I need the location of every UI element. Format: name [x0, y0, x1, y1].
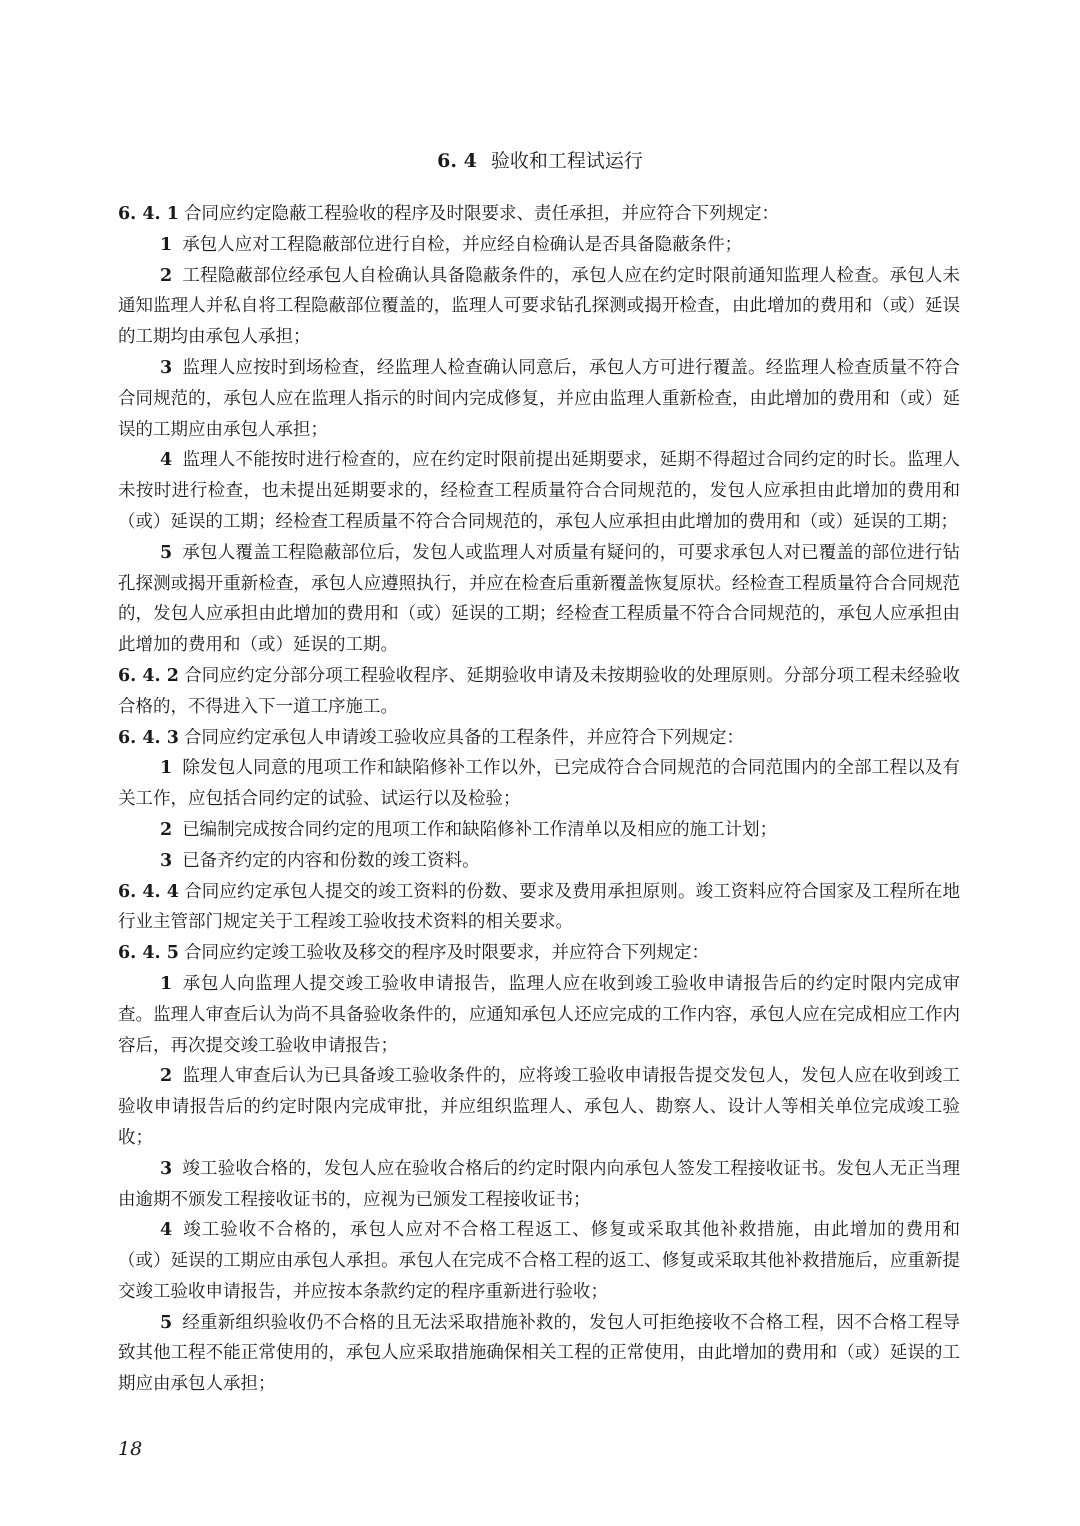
item-number: 5	[160, 1312, 173, 1333]
page-number: 18	[118, 1438, 143, 1460]
list-item	[118, 1308, 960, 1400]
list-item	[118, 1215, 960, 1307]
paragraph-text: 合同应约定分部分项工程验收程序、延期验收申请及未按期验收的处理原则。分部分项工程未经验收合格的，不得进入下一道工序施工。	[118, 665, 960, 717]
paragraph-text: 合同应约定承包人提交的竣工资料的份数、要求及费用承担原则。竣工资料应符合国家及工程所在地行业主管部门规定关于工程竣工验收技术资料的相关要求。	[118, 881, 960, 933]
item-number: 3	[160, 357, 173, 378]
item-number: 1	[160, 973, 173, 994]
list-item	[118, 230, 960, 261]
list-item	[118, 1061, 960, 1153]
section-body	[118, 199, 960, 1400]
section-title: 验收和工程试运行	[490, 150, 643, 172]
list-item	[118, 969, 960, 1061]
clause-number: 6. 4. 1	[118, 204, 179, 224]
item-number: 3	[160, 850, 173, 871]
list-item	[118, 261, 960, 353]
paragraph-text: 监理人应按时到场检查，经监理人检查确认同意后，承包人方可进行覆盖。经监理人检查质量不符合合同规范的，承包人应在监理人指示的时间内完成修复，并应由监理人重新检查，由此增加的费用和（或）延误的工期应由承包人承担；	[118, 357, 960, 440]
clause-number: 6. 4. 5	[118, 943, 179, 964]
paragraph-text: 合同应约定隐蔽工程验收的程序及时限要求、责任承担，并应符合下列规定：	[184, 204, 779, 224]
list-item	[118, 353, 960, 445]
paragraph-text: 承包人应对工程隐蔽部位进行自检，并应经自检确认是否具备隐蔽条件；	[182, 234, 743, 255]
clause-number: 6. 4. 3	[118, 727, 179, 748]
clause-number: 6. 4. 4	[118, 881, 179, 902]
paragraph-text: 监理人不能按时进行检查的，应在约定时限前提出延期要求，延期不得超过合同约定的时长。监理人未按时进行检查，也未提出延期要求的，经检查工程质量符合合同规范的，发包人应承担由此增加的费用和（或）延误的工期；经检查工程质量不符合合同规范的，承包人应承担由此增加的费用和（或）延误的工期；	[118, 450, 960, 532]
paragraph-text: 竣工验收合格的，发包人应在验收合格后的约定时限内向承包人签发工程接收证书。发包人无正当理由逾期不颁发工程接收证书的，应视为已颁发工程接收证书；	[118, 1158, 960, 1210]
paragraph-text: 竣工验收不合格的，承包人应对不合格工程返工、修复或采取其他补救措施，由此增加的费用和（或）延误的工期应由承包人承担。承包人在完成不合格工程的返工、修复或采取其他补救措施后，应重新提交竣工验收申请报告，并应按本条款约定的程序重新进行验收；	[118, 1220, 960, 1302]
paragraph-text: 合同应约定竣工验收及移交的程序及时限要求，并应符合下列规定：	[184, 943, 709, 964]
paragraph-text: 经重新组织验收仍不合格的且无法采取措施补救的，发包人可拒绝接收不合格工程，因不合格工程导致其他工程不能正常使用的，承包人应采取措施确保相关工程的正常使用，由此增加的费用和（或）延误的工期应由承包人承担；	[118, 1312, 960, 1395]
list-item	[118, 846, 960, 877]
item-number: 4	[160, 1220, 173, 1241]
clause-paragraph	[118, 723, 960, 754]
paragraph-text: 已编制完成按合同约定的甩项工作和缺陷修补工作清单以及相应的施工计划；	[182, 819, 778, 840]
item-number: 1	[160, 758, 173, 779]
item-number: 3	[160, 1158, 173, 1179]
item-number: 4	[160, 450, 173, 471]
item-number: 2	[160, 1066, 173, 1087]
item-number: 1	[160, 234, 173, 255]
list-item	[118, 538, 960, 661]
paragraph-text: 监理人审查后认为已具备竣工验收条件的，应将竣工验收申请报告提交发包人，发包人应在收到竣工验收申请报告后的约定时限内完成审批，并应组织监理人、承包人、勘察人、设计人等相关单位完成竣工验收；	[118, 1066, 960, 1148]
item-number: 2	[160, 265, 173, 286]
paragraph-text: 工程隐蔽部位经承包人自检确认具备隐蔽条件的，承包人应在约定时限前通知监理人检查。承包人未通知监理人并私自将工程隐蔽部位覆盖的，监理人可要求钻孔探测或揭开检查，由此增加的费用和（或）延误的工期均由承包人承担；	[118, 265, 960, 348]
list-item	[118, 445, 960, 537]
paragraph-text: 承包人覆盖工程隐蔽部位后，发包人或监理人对质量有疑问的，可要求承包人对已覆盖的部位进行钻孔探测或揭开重新检查，承包人应遵照执行，并应在检查后重新覆盖恢复原状。经检查工程质量符合合同规范的，发包人应承担由此增加的费用和（或）延误的工期；经检查工程质量不符合合同规范的，承包人应承担由此增加的费用和（或）延误的工期。	[118, 542, 960, 656]
clause-paragraph	[118, 661, 960, 723]
paragraph-text: 承包人向监理人提交竣工验收申请报告，监理人应在收到竣工验收申请报告后的约定时限内完成审查。监理人审查后认为尚不具备验收条件的，应通知承包人还应完成的工作内容，承包人应在完成相应工作内容后，再次提交竣工验收申请报告；	[118, 973, 960, 1056]
clause-paragraph	[118, 877, 960, 939]
section-heading	[0, 147, 1080, 175]
paragraph-text: 除发包人同意的甩项工作和缺陷修补工作以外，已完成符合合同规范的合同范围内的全部工程以及有关工作，应包括合同约定的试验、试运行以及检验；	[118, 758, 960, 810]
list-item	[118, 1154, 960, 1216]
clause-paragraph	[118, 199, 960, 230]
item-number: 5	[160, 542, 173, 563]
item-number: 2	[160, 819, 173, 840]
list-item	[118, 753, 960, 815]
section-number: 6. 4	[437, 150, 477, 172]
clause-number: 6. 4. 2	[118, 665, 179, 686]
paragraph-text: 已备齐约定的内容和份数的竣工资料。	[182, 850, 480, 871]
paragraph-text: 合同应约定承包人申请竣工验收应具备的工程条件，并应符合下列规定：	[184, 727, 744, 748]
list-item	[118, 815, 960, 846]
clause-paragraph	[118, 938, 960, 969]
